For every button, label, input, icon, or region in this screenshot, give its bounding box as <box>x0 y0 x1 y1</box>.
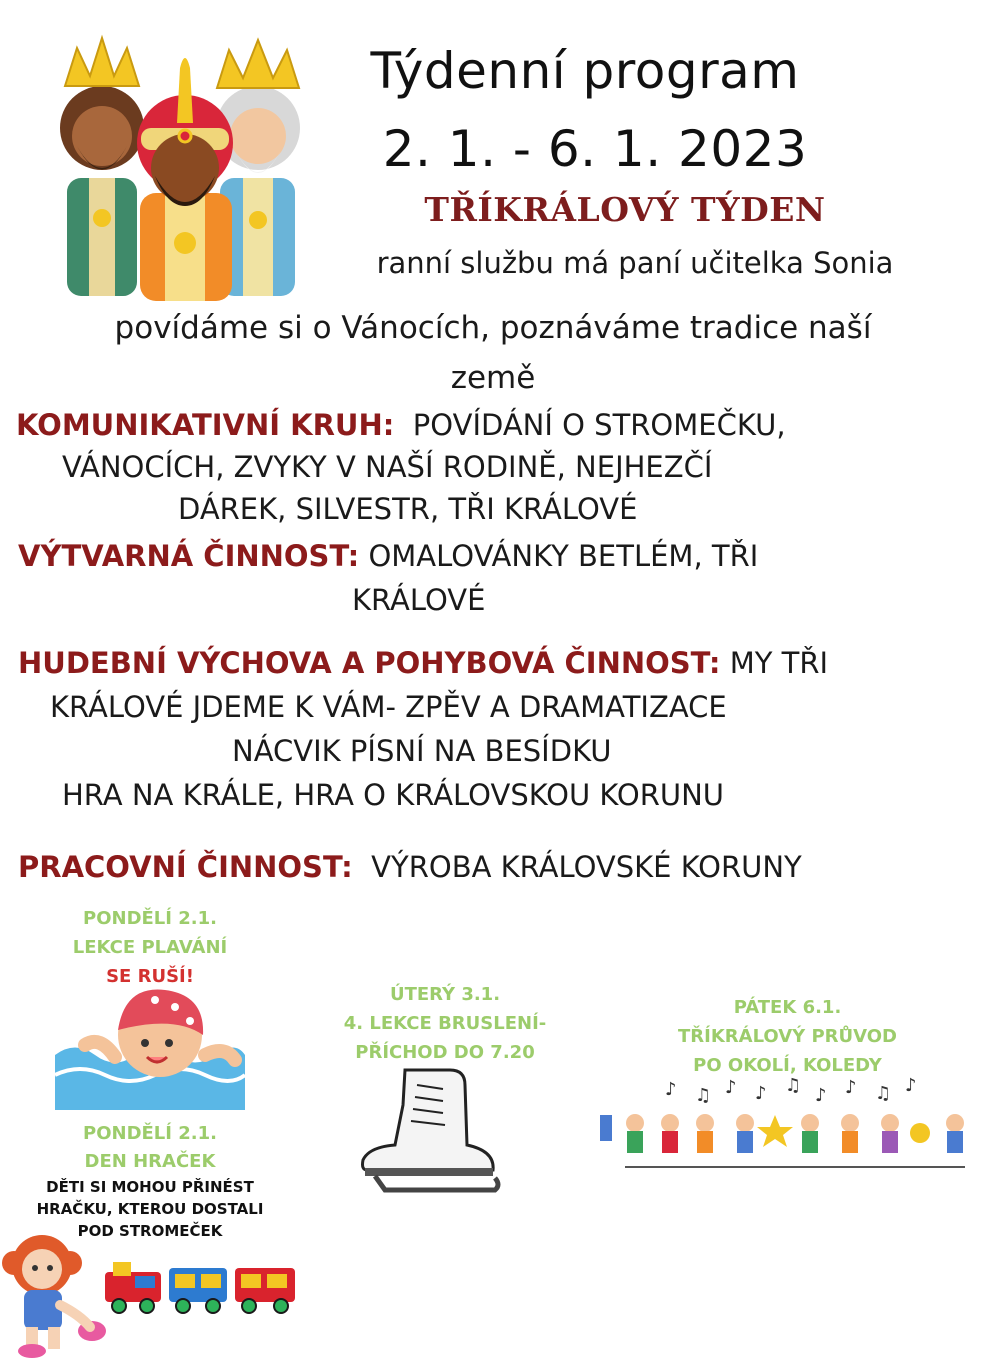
work-section <box>18 850 978 884</box>
work-label: PRACOVNÍ ČINNOST: <box>18 850 353 884</box>
art-line-1: OMALOVÁNKY BETLÉM, TŘI <box>368 539 759 573</box>
friday-event <box>645 993 930 1080</box>
svg-text:♫: ♫ <box>695 1085 712 1106</box>
monday-toys-line-2: DEN HRAČEK <box>84 1151 216 1172</box>
toy-train-illustration <box>103 1258 298 1318</box>
monday-swim-event <box>40 904 260 991</box>
svg-text:♪: ♪ <box>905 1075 917 1096</box>
date-range: 2. 1. - 6. 1. 2023 <box>382 120 808 178</box>
communication-line-3: DÁREK, SILVESTR, TŘI KRÁLOVÉ <box>178 492 638 526</box>
art-section <box>18 539 978 617</box>
three-kings-illustration <box>55 28 320 303</box>
tuesday-event <box>300 980 590 1067</box>
tuesday-line-3: PŘÍCHOD DO 7.20 <box>355 1042 535 1063</box>
swimmer-illustration <box>55 985 245 1110</box>
ice-skate-icon <box>355 1065 505 1195</box>
intro-text <box>0 310 986 396</box>
music-line-2: KRÁLOVÉ JDEME K VÁM- ZPĚV A DRAMATIZACE <box>50 690 727 724</box>
monday-swim-line-1: PONDĚLÍ 2.1. <box>83 908 217 929</box>
tuesday-line-2: 4. LEKCE BRUSLENÍ- <box>343 1013 547 1034</box>
king-left-icon <box>60 38 144 296</box>
svg-text:♪: ♪ <box>815 1085 827 1106</box>
children-procession-illustration <box>595 1075 980 1175</box>
svg-text:♫: ♫ <box>785 1075 802 1096</box>
monday-toys-line-4: HRAČKU, KTEROU DOSTALI <box>36 1200 264 1218</box>
intro-line-1: povídáme si o Vánocích, poznáváme tradice naší <box>114 310 872 346</box>
music-notes-icon <box>665 1075 917 1106</box>
communication-label: KOMUNIKATIVNÍ KRUH: <box>16 408 395 442</box>
communication-section <box>16 408 976 526</box>
svg-text:♫: ♫ <box>875 1083 892 1104</box>
communication-line-1: POVÍDÁNÍ O STROMEČKU, <box>412 408 786 442</box>
monday-swim-cancelled: SE RUŠÍ! <box>106 966 194 987</box>
music-line-1: MY TŘI <box>729 646 829 680</box>
monday-toys-event <box>20 1120 280 1242</box>
theme-heading: TŘÍKRÁLOVÝ TÝDEN <box>424 190 826 229</box>
art-line-2: KRÁLOVÉ <box>352 583 486 617</box>
monday-toys-line-1: PONDĚLÍ 2.1. <box>83 1123 217 1144</box>
friday-line-3: PO OKOLÍ, KOLEDY <box>693 1055 882 1076</box>
morning-duty: ranní službu má paní učitelka Sonia <box>376 246 894 280</box>
intro-line-2: země <box>450 360 536 396</box>
svg-text:♪: ♪ <box>665 1079 677 1100</box>
svg-text:♪: ♪ <box>845 1077 857 1098</box>
friday-line-2: TŘÍKRÁLOVÝ PRŮVOD <box>678 1026 897 1047</box>
work-text: VÝROBA KRÁLOVSKÉ KORUNY <box>371 850 802 884</box>
page-title: Týdenní program <box>370 42 800 100</box>
svg-text:♪: ♪ <box>755 1083 767 1104</box>
friday-line-1: PÁTEK 6.1. <box>733 997 842 1018</box>
monday-toys-line-3: DĚTI SI MOHOU PŘINÉST <box>46 1178 254 1196</box>
music-line-3: NÁCVIK PÍSNÍ NA BESÍDKU <box>232 734 612 768</box>
music-section <box>18 646 978 812</box>
monday-toys-line-5: POD STROMEČEK <box>77 1222 223 1240</box>
tuesday-line-1: ÚTERÝ 3.1. <box>389 984 501 1005</box>
doll-illustration <box>0 1235 112 1360</box>
king-middle-icon <box>137 58 233 301</box>
art-label: VÝTVARNÁ ČINNOST: <box>18 539 360 573</box>
monday-swim-line-2: LEKCE PLAVÁNÍ <box>72 937 228 958</box>
music-label: HUDEBNÍ VÝCHOVA A POHYBOVÁ ČINNOST: <box>18 646 721 680</box>
svg-text:♪: ♪ <box>725 1077 737 1098</box>
music-line-4: HRA NA KRÁLE, HRA O KRÁLOVSKOU KORUNU <box>62 778 724 812</box>
communication-line-2: VÁNOCÍCH, ZVYKY V NAŠÍ RODINĚ, NEJHEZČÍ <box>62 450 713 484</box>
